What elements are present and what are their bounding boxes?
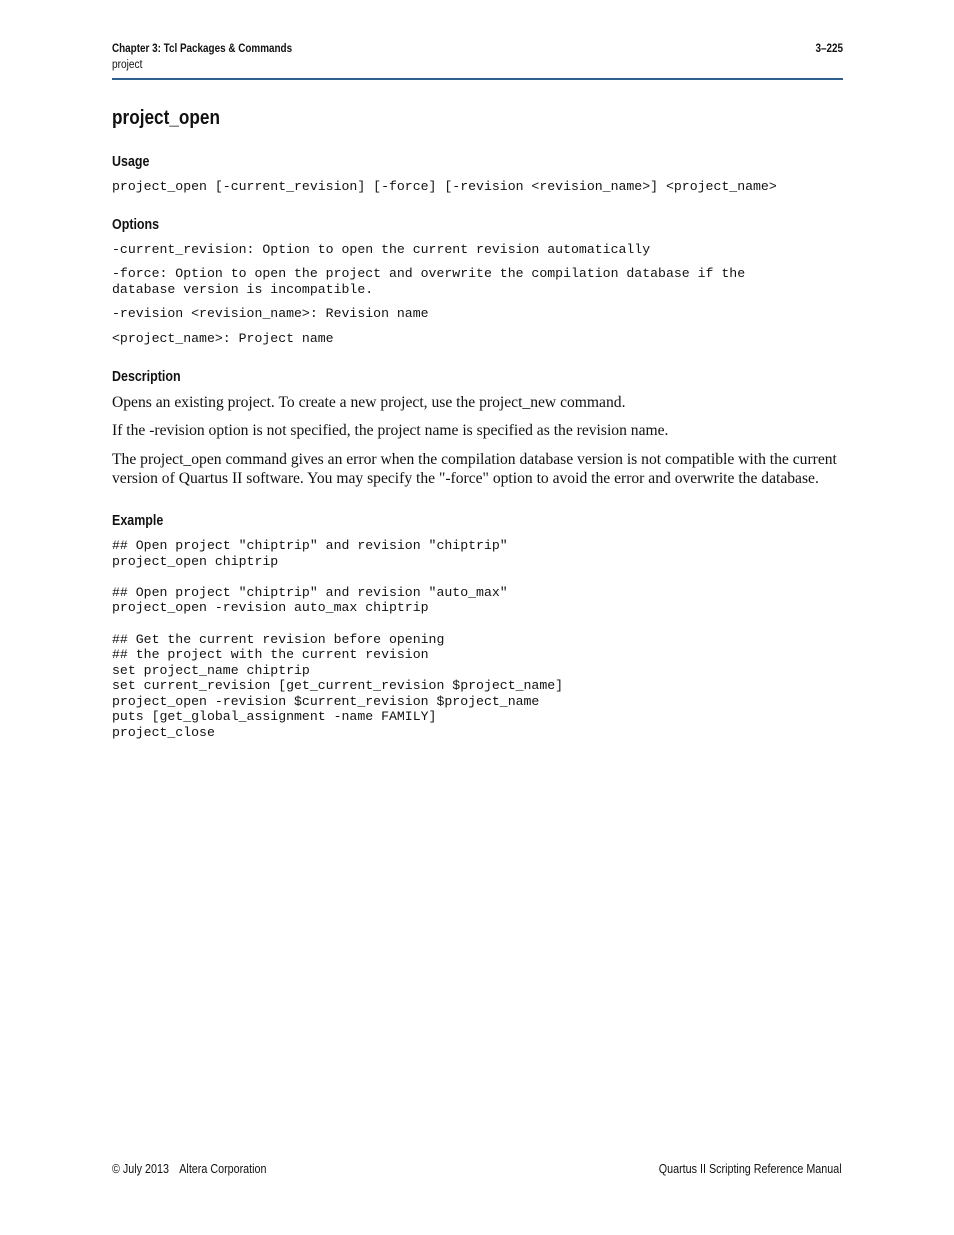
usage-heading: Usage <box>112 154 150 170</box>
example-code-block: ## Open project "chiptrip" and revision "auto_max" project_open -revision auto_max chiptrip <box>112 584 508 616</box>
footer-manual-title: Quartus II Scripting Reference Manual <box>659 1162 842 1176</box>
description-paragraph: Opens an existing project. To create a new project, use the project_new command. <box>112 393 626 411</box>
header-section-name: project <box>112 59 143 71</box>
description-paragraph: The project_open command gives an error when the compilation database version is not compatible with the current version of Quartus II software. You may specify the "-force" option to avoid the error and overwrite the database. <box>112 450 837 488</box>
usage-syntax: project_open [-current_revision] [-force] [-revision <revision_name>] <project_name> <box>112 179 777 194</box>
footer-left <box>112 1162 267 1176</box>
footer-date: © July 2013 <box>112 1162 169 1176</box>
option-force: -force: Option to open the project and overwrite the compilation database if the database version is incompatible. <box>112 266 746 297</box>
example-heading: Example <box>112 512 164 529</box>
description-heading: Description <box>112 368 181 385</box>
description-paragraph: If the -revision option is not specified, the project name is specified as the revision name. <box>112 422 669 440</box>
header-chapter-title: Chapter 3: Tcl Packages & Commands <box>112 43 293 55</box>
footer-company: Altera Corporation <box>179 1162 267 1176</box>
page-title: project_open <box>112 107 220 129</box>
example-code-block: ## Open project "chiptrip" and revision "chiptrip" project_open chiptrip <box>112 537 508 569</box>
running-header <box>112 42 843 80</box>
header-page-number: 3–225 <box>815 43 843 55</box>
example-code-block: ## Get the current revision before opening ## the project with the current revision set project_name chiptrip set current_revision [get_current_revision $project_name] project_open -revision $current_revision $project_name puts [get_global_assignment -name FAMILY] project_close <box>112 631 564 741</box>
options-heading: Options <box>112 216 160 233</box>
option-project-name: <project_name>: Project name <box>112 330 334 346</box>
option-revision: -revision <revision_name>: Revision name <box>112 306 429 322</box>
page-content <box>112 104 842 741</box>
option-current-revision: -current_revision: Option to open the current revision automatically <box>112 241 651 257</box>
